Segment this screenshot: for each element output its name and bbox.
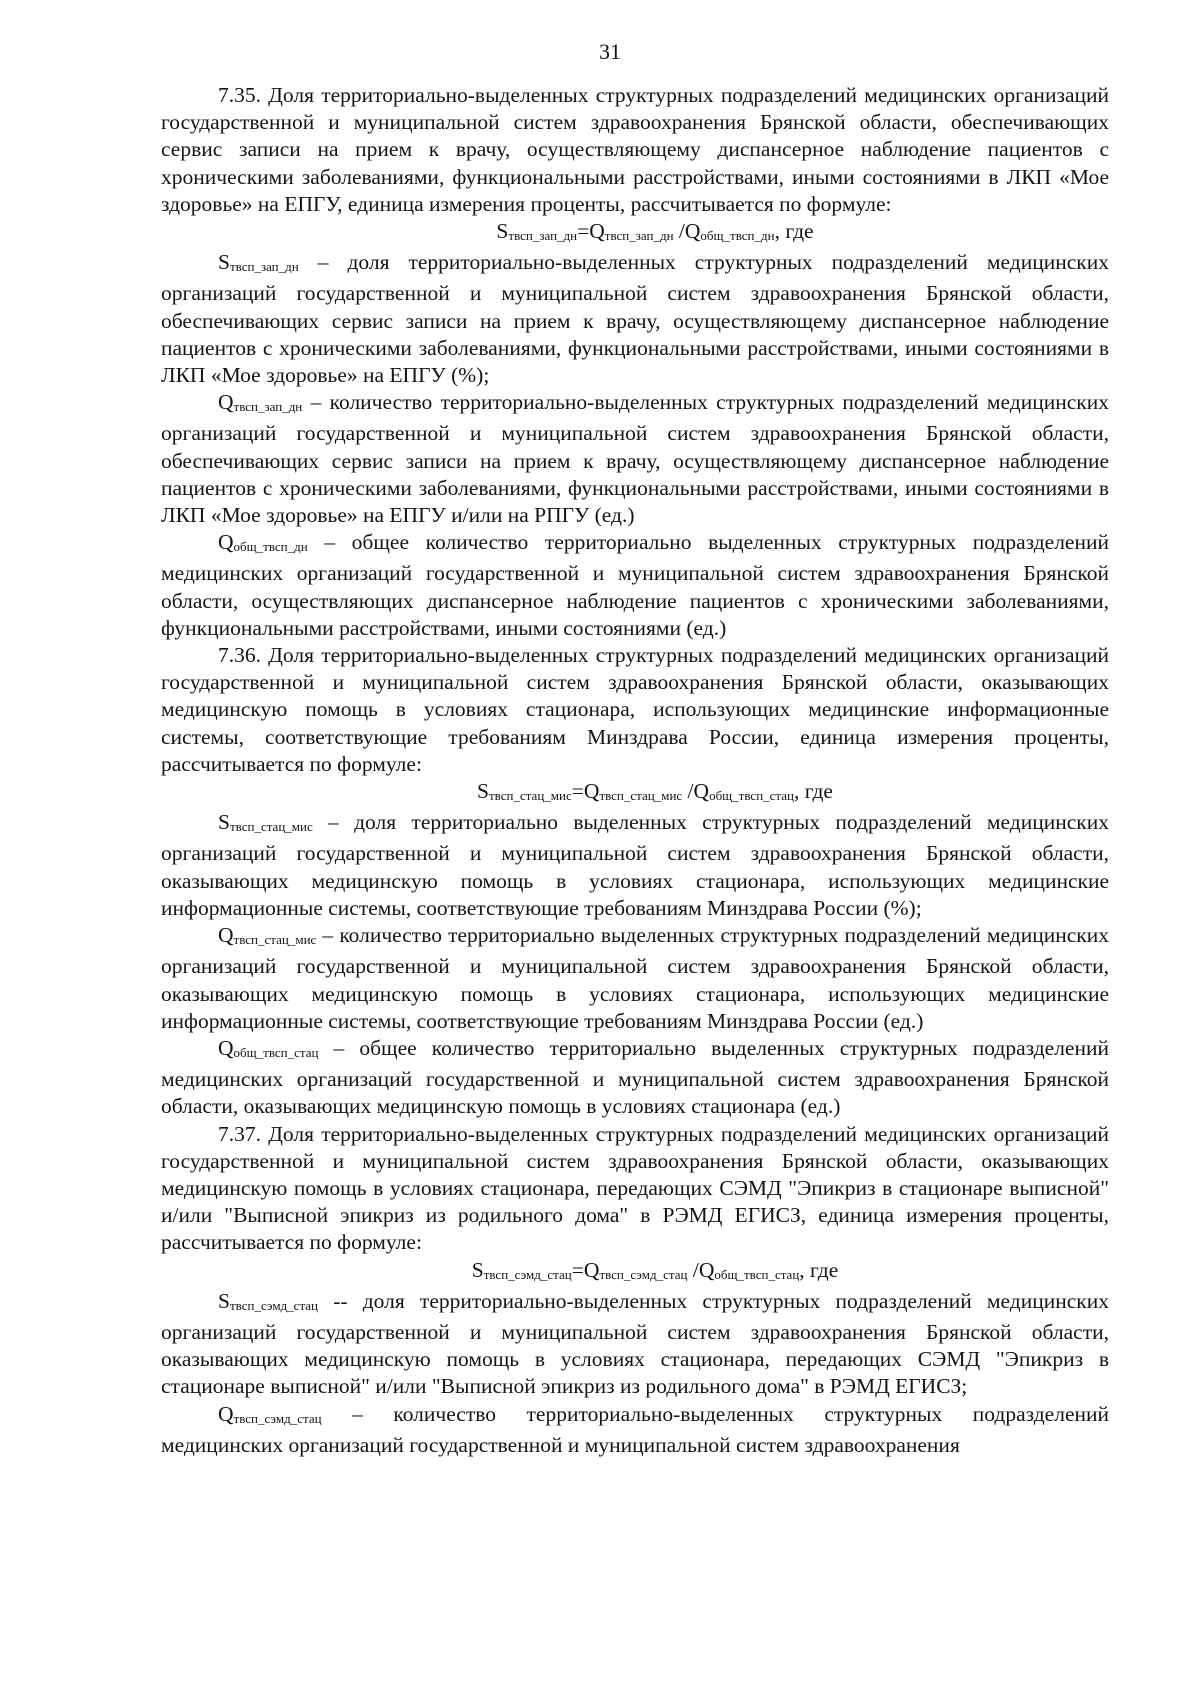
definition-q-obsh-stac: Qобщ_твсп_стац – общее количество территориально выделенных структурных подразделений медицинских организаций государственной и муниципальной систем здравоохранения Брянской области, оказывающих медицинскую помощь в условиях стационара (ед.) <box>161 1035 1109 1119</box>
document-body <box>161 82 1109 1459</box>
definition-q-semd-stac: Qтвсп_сэмд_стац – количество территориально-выделенных структурных подразделений медицинских организаций государственной и муниципальной систем здравоохранения <box>161 1401 1109 1457</box>
definition-s-zap-dn: Sтвсп_зап_дн – доля территориально-выделенных структурных подразделений медицинских организаций государственной и муниципальной систем здравоохранения Брянской области, обеспечивающих сервис записи на прием к врачу, осуществляющему диспансерное наблюдение пациентов с хроническими заболеваниями, функциональными расстройствами, иными состояниями в ЛКП «Мое здоровье» на ЕПГУ (%); <box>161 250 1109 388</box>
definition-q-obsh-dn: Qобщ_твсп_дн – общее количество территориально выделенных структурных подразделений медицинских организаций государственной и муниципальной систем здравоохранения Брянской области, осуществляющих диспансерное наблюдение пациентов с хроническими заболеваниями, функциональными расстройствами, иными состояниями (ед.) <box>161 530 1109 640</box>
definition-s-stac-mis: Sтвсп_стац_мис – доля территориально выделенных структурных подразделений медицинских организаций государственной и муниципальной систем здравоохранения Брянской области, оказывающих медицинскую помощь в условиях стационара, использующих медицинские информационные системы, соответствующие требованиям Минздрава России (%); <box>161 810 1109 920</box>
definition-q-zap-dn: Qтвсп_зап_дн – количество территориально-выделенных структурных подразделений медицинских организаций государственной и муниципальной систем здравоохранения Брянской области, обеспечивающих сервис записи на прием к врачу, осуществляющему диспансерное наблюдение пациентов с хроническими заболеваниями, функциональными расстройствами, иными состояниями в ЛКП «Мое здоровье» на ЕПГУ и/или на РПГУ (ед.) <box>161 390 1109 528</box>
page-number: 31 <box>599 39 621 64</box>
formula-7-35: Sтвсп_зап_дн=Qтвсп_зап_дн /Qобщ_твсп_дн, где <box>496 219 814 244</box>
definition-q-stac-mis: Qтвсп_стац_мис – количество территориально выделенных структурных подразделений медицинских организаций государственной и муниципальной систем здравоохранения Брянской области, оказывающих медицинскую помощь в условиях стационара, использующих медицинские информационные системы, соответствующие требованиям Минздрава России (ед.) <box>161 923 1109 1033</box>
paragraph-7-36: 7.36. Доля территориально-выделенных структурных подразделений медицинских организаций государственной и муниципальной систем здравоохранения Брянской области, оказывающих медицинскую помощь в условиях стационара, использующих медицинские информационные системы, соответствующие требованиям Минздрава России, единица измерения проценты, рассчитывается по формуле: <box>161 643 1109 776</box>
paragraph-7-37: 7.37. Доля территориально-выделенных структурных подразделений медицинских организаций государственной и муниципальной систем здравоохранения Брянской области, оказывающих медицинскую помощь в условиях стационара, передающих СЭМД "Эпикриз в стационаре выписной" и/или "Выписной эпикриз из родильного дома" в РЭМД ЕГИСЗ, единица измерения проценты, рассчитывается по формуле: <box>161 1121 1109 1255</box>
formula-7-37: Sтвсп_сэмд_стац=Qтвсп_сэмд_стац /Qобщ_твсп_стац, где <box>471 1257 839 1282</box>
paragraph-7-35: 7.35. Доля территориально-выделенных структурных подразделений медицинских организаций государственной и муниципальной систем здравоохранения Брянской области, обеспечивающих сервис записи на прием к врачу, осуществляющему диспансерное наблюдение пациентов с хроническими заболеваниями, функциональными расстройствами, иными состояниями в ЛКП «Мое здоровье» на ЕПГУ, единица измерения проценты, рассчитывается по формуле: <box>161 83 1109 216</box>
definition-s-semd-stac: Sтвсп_сэмд_стац -- доля территориально-выделенных структурных подразделений медицинских организаций государственной и муниципальной систем здравоохранения Брянской области, оказывающих медицинскую помощь в условиях стационара, передающих СЭМД "Эпикриз в стационаре выписной" и/или "Выписной эпикриз из родильного дома" в РЭМД ЕГИСЗ; <box>161 1288 1109 1399</box>
formula-7-36: Sтвсп_стац_мис=Qтвсп_стац_мис /Qобщ_твсп_стац, где <box>477 779 833 804</box>
